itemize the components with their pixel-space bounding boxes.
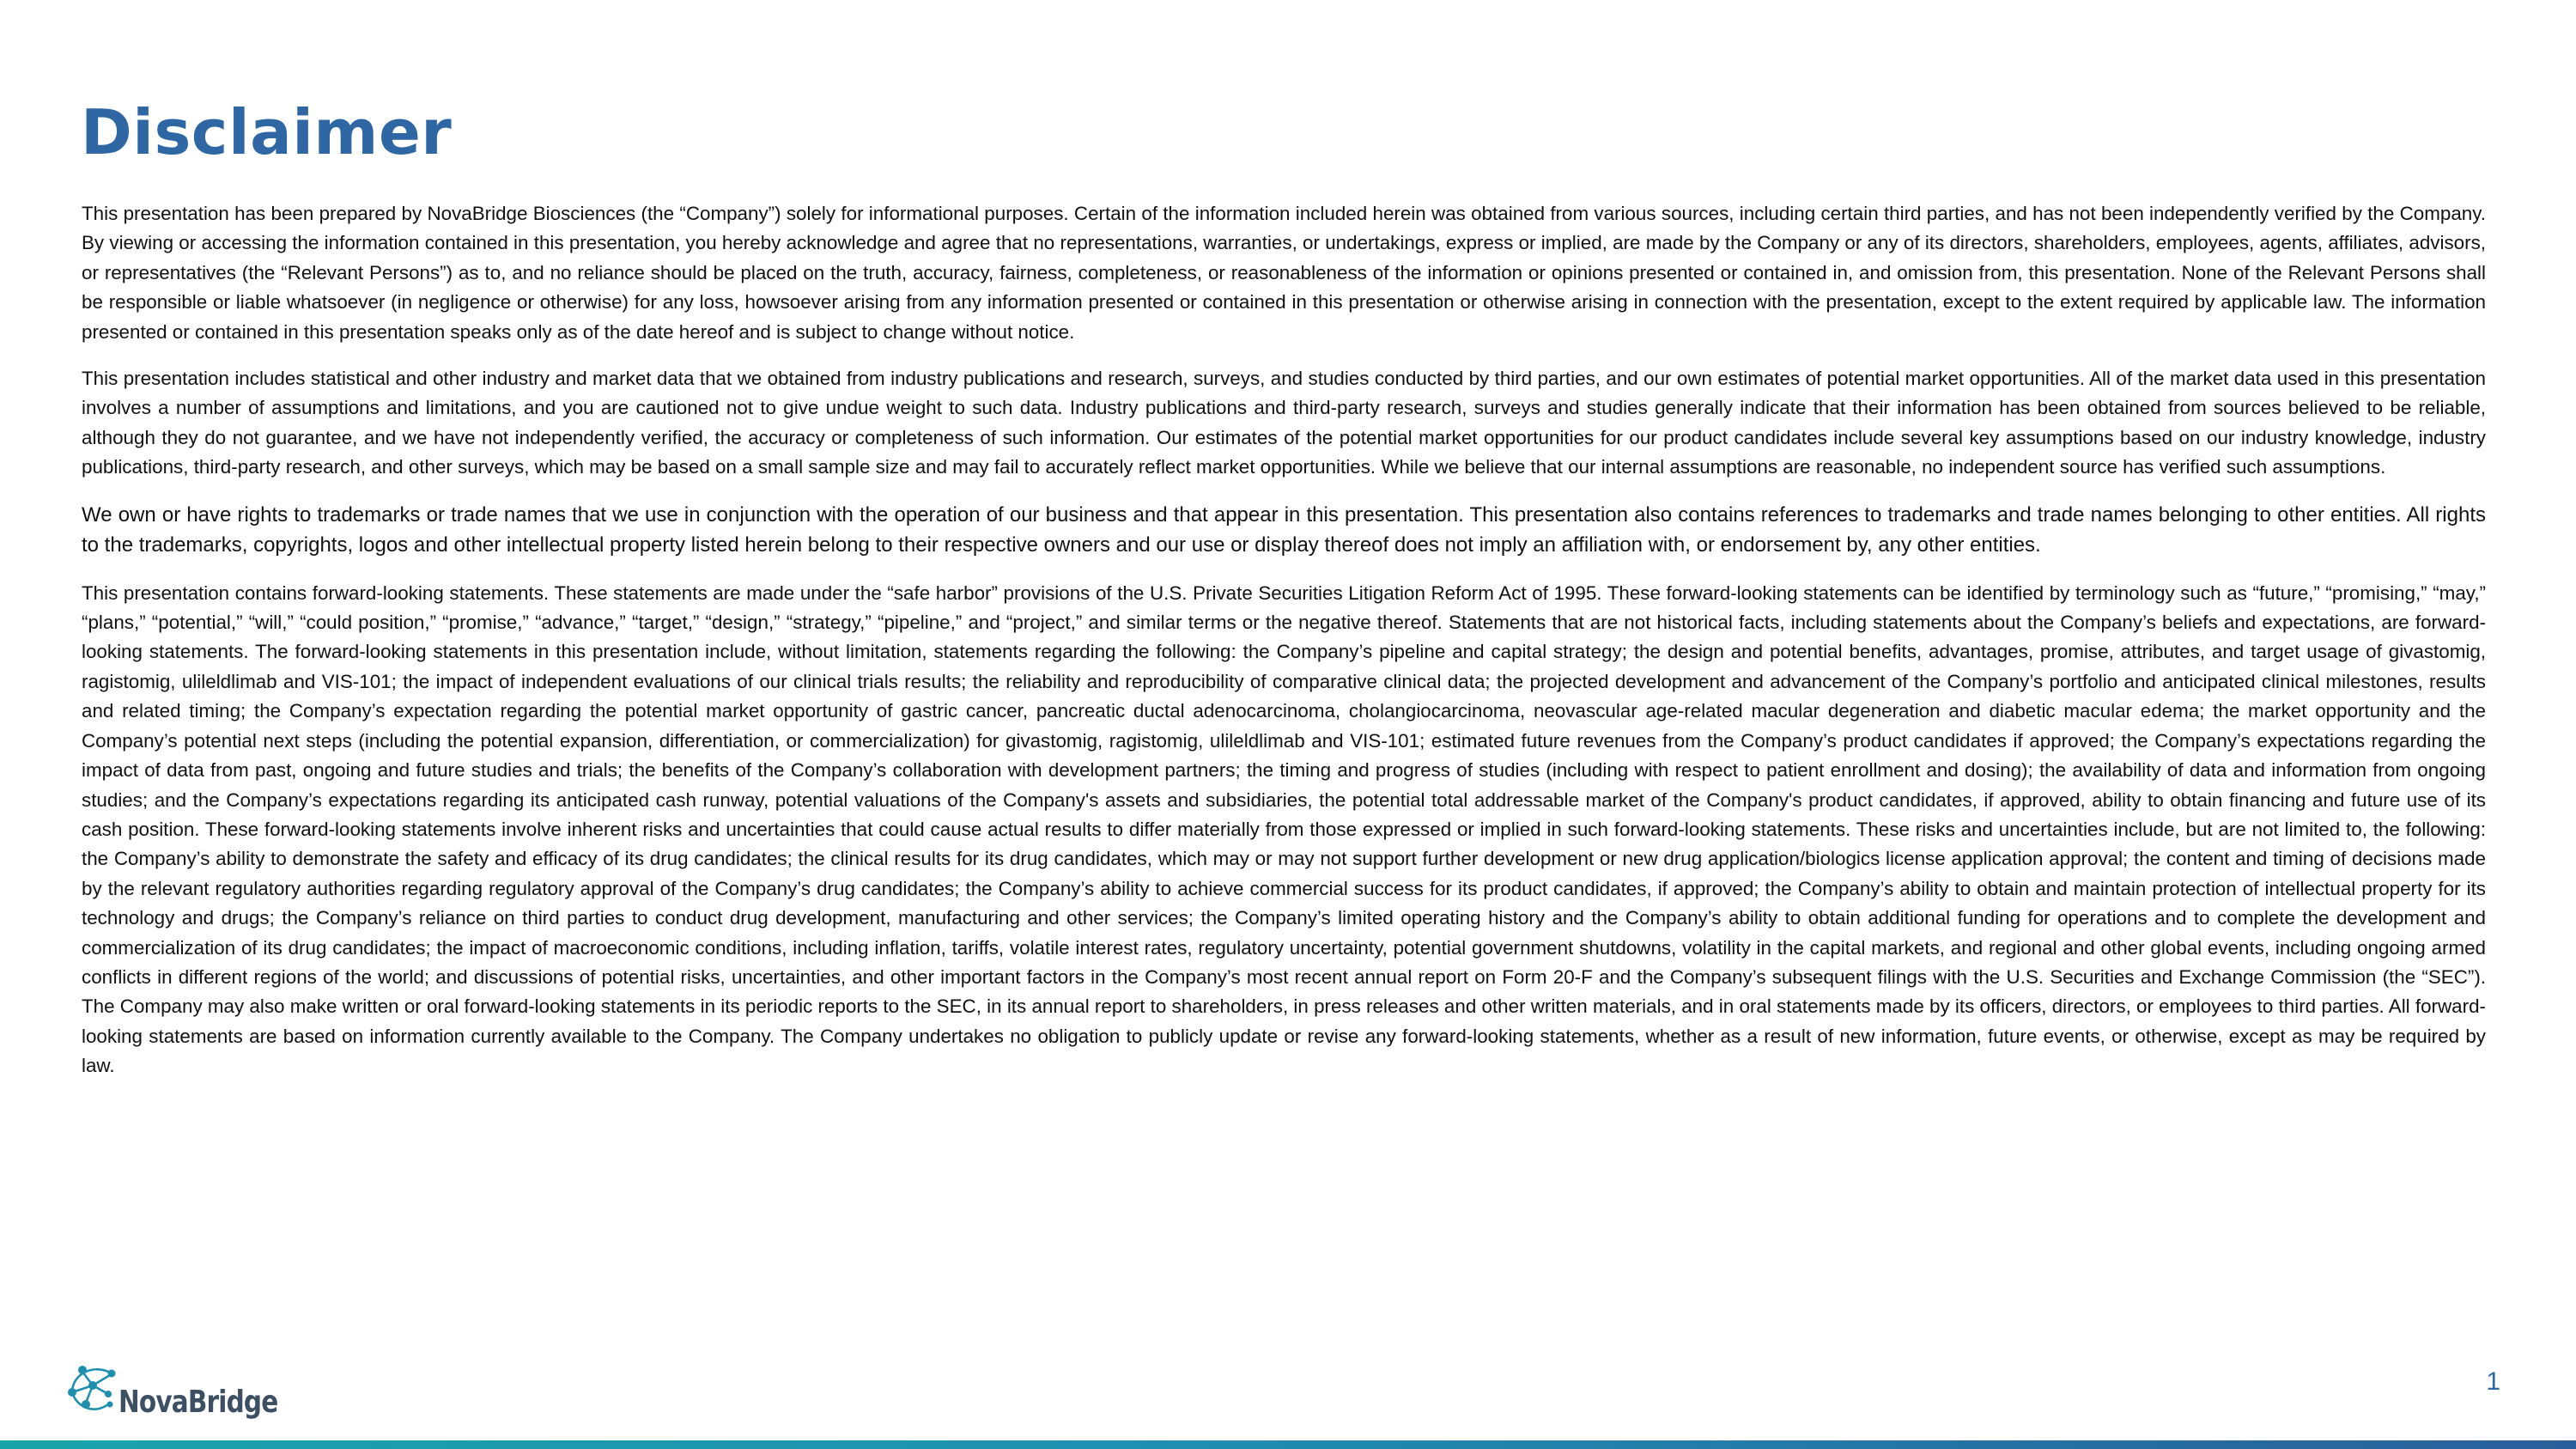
page-title: Disclaimer xyxy=(81,96,453,168)
disclaimer-paragraph-trademarks: We own or have rights to trademarks or trade names that we use in conjunction with the operation of our business and that appear in this presentation. This presentation also contains references to trademarks and trade names belonging to other entities. All rights to the trademarks, copyrights, logos and other intellectual property listed herein belong to their respective owners and our use or display thereof does not imply an affiliation with, or endorsement by, any other entities. xyxy=(82,502,2486,557)
company-logo xyxy=(60,1353,313,1422)
logo-wordmark: NovaBridge xyxy=(118,1385,278,1420)
disclaimer-paragraph-forward-looking: This presentation contains forward-looking statements. These statements are made under the “safe harbor” provisions of the U.S. Private Securities Litigation Reform Act of 1995. These forward-looking statements can be identified by terminology such as “future,” “promising,” “may,” “plans,” “potential,” “will,” “could position,” “promise,” “advance,” “target,” “design,” “strategy,” “pipeline,” and “project,” and similar terms or the negative thereof. Statements that are not historical facts, including statements about the Company’s beliefs and expectations, are forward-looking statements. The forward-looking statements in this presentation include, without limitation, statements regarding the following: the Company’s pipeline and capital strategy; the design and potential benefits, advantages, promise, attributes, and target usage of givastomig, ragistomig, ulileldlimab and VIS-101; the impact of independent evaluations of our clinical trials results; the reliability and reproducibility of comparative clinical data; the projected development and advancement of the Company’s portfolio and anticipated clinical milestones, results and related timing; the Company’s expectation regarding the potential market opportunity of gastric cancer, pancreatic ductal adenocarcinoma, cholangiocarcinoma, neovascular age-related macular degeneration and diabetic macular edema; the market opportunity and the Company’s potential next steps (including the potential expansion, differentiation, or commercialization) for givastomig, ragistomig, ulileldlimab and VIS-101; estimated future revenues from the Company’s product candidates if approved; the Company’s expectations regarding the impact of data from past, ongoing and future studies and trials; the benefits of the Company’s collaboration with development partners; the timing and progress of studies (including with respect to patient enrollment and dosing); the availability of data and information from ongoing studies; and the Company’s expectations regarding its anticipated cash runway, potential valuations of the Company's assets and subsidiaries, the potential total addressable market of the Company's product candidates, if approved, ability to obtain financing and future use of its cash position. These forward-looking statements involve inherent risks and uncertainties that could cause actual results to differ materially from those expressed or implied in such forward-looking statements. These risks and uncertainties include, but are not limited to, the following: the Company’s ability to demonstrate the safety and efficacy of its drug candidates; the clinical results for its drug candidates, which may or may not support further development or new drug application/biologics license application approval; the content and timing of decisions made by the relevant regulatory authorities regarding regulatory approval of the Company’s drug candidates; the Company’s ability to achieve commercial success for its product candidates, if approved; the Company’s ability to obtain and maintain protection of intellectual property for its technology and drugs; the Company’s reliance on third parties to conduct drug development, manufacturing and other services; the Company’s limited operating history and the Company’s ability to obtain additional funding for operations and to complete the development and commercialization of its drug candidates; the impact of macroeconomic conditions, including inflation, tariffs, volatile interest rates, regulatory uncertainty, potential government shutdowns, volatility in the capital markets, and regional and other global events, including ongoing armed conflicts in different regions of the world; and discussions of potential risks, uncertainties, and other important factors in the Company’s most recent annual report on Form 20-F and the Company’s subsequent filings with the U.S. Securities and Exchange Commission (the “SEC”). The Company may also make written or oral forward-looking statements in its periodic reports to the SEC, in its annual report to shareholders, in press releases and other written materials, and in oral statements made by its officers, directors, or employees to third parties. All forward-looking statements are based on information currently available to the Company. The Company undertakes no obligation to publicly update or revise any forward-looking statements, whether as a result of new information, future events, or otherwise, except as may be required by law. xyxy=(82,581,2486,1077)
disclaimer-paragraph-market-data: This presentation includes statistical and other industry and market data that we obtained from industry publications and research, surveys, and studies conducted by third parties, and our own estimates of potential market opportunities. All of the market data used in this presentation involves a number of assumptions and limitations, and you are cautioned not to give undue weight to such data. Industry publications and third-party research, surveys and studies generally indicate that their information has been obtained from sources believed to be reliable, although they do not guarantee, and we have not independently verified, the accuracy or completeness of such information. Our estimates of the potential market opportunities for our product candidates include several key assumptions based on our industry knowledge, industry publications, third-party research, and other surveys, which may be based on a small sample size and may fail to accurately reflect market opportunities. While we believe that our internal assumptions are reasonable, no independent source has verified such assumptions. xyxy=(82,368,2486,478)
disclaimer-body xyxy=(82,199,2486,1099)
disclaimer-paragraph-general: This presentation has been prepared by NovaBridge Biosciences (the “Company”) solely for informational purposes. Certain of the information included herein was obtained from various sources, including certain third parties, and has not been independently verified by the Company. By viewing or accessing the information contained in this presentation, you hereby acknowledge and agree that no representations, warranties, or undertakings, express or implied, are made by the Company or any of its directors, shareholders, employees, agents, affiliates, advisors, or representatives (the “Relevant Persons”) as to, and no reliance should be placed on the truth, accuracy, fairness, completeness, or reasonableness of the information or opinions presented or contained in, and omission from, this presentation. None of the Relevant Persons shall be responsible or liable whatsoever (in negligence or otherwise) for any loss, howsoever arising from any information presented or contained in this presentation or otherwise arising in connection with the presentation, except to the extent required by applicable law. The information presented or contained in this presentation speaks only as of the date hereof and is subject to change without notice. xyxy=(82,203,2486,343)
page-number: 1 xyxy=(2486,1367,2500,1396)
molecule-network-icon xyxy=(60,1356,125,1422)
footer-accent-bar xyxy=(0,1440,2576,1449)
